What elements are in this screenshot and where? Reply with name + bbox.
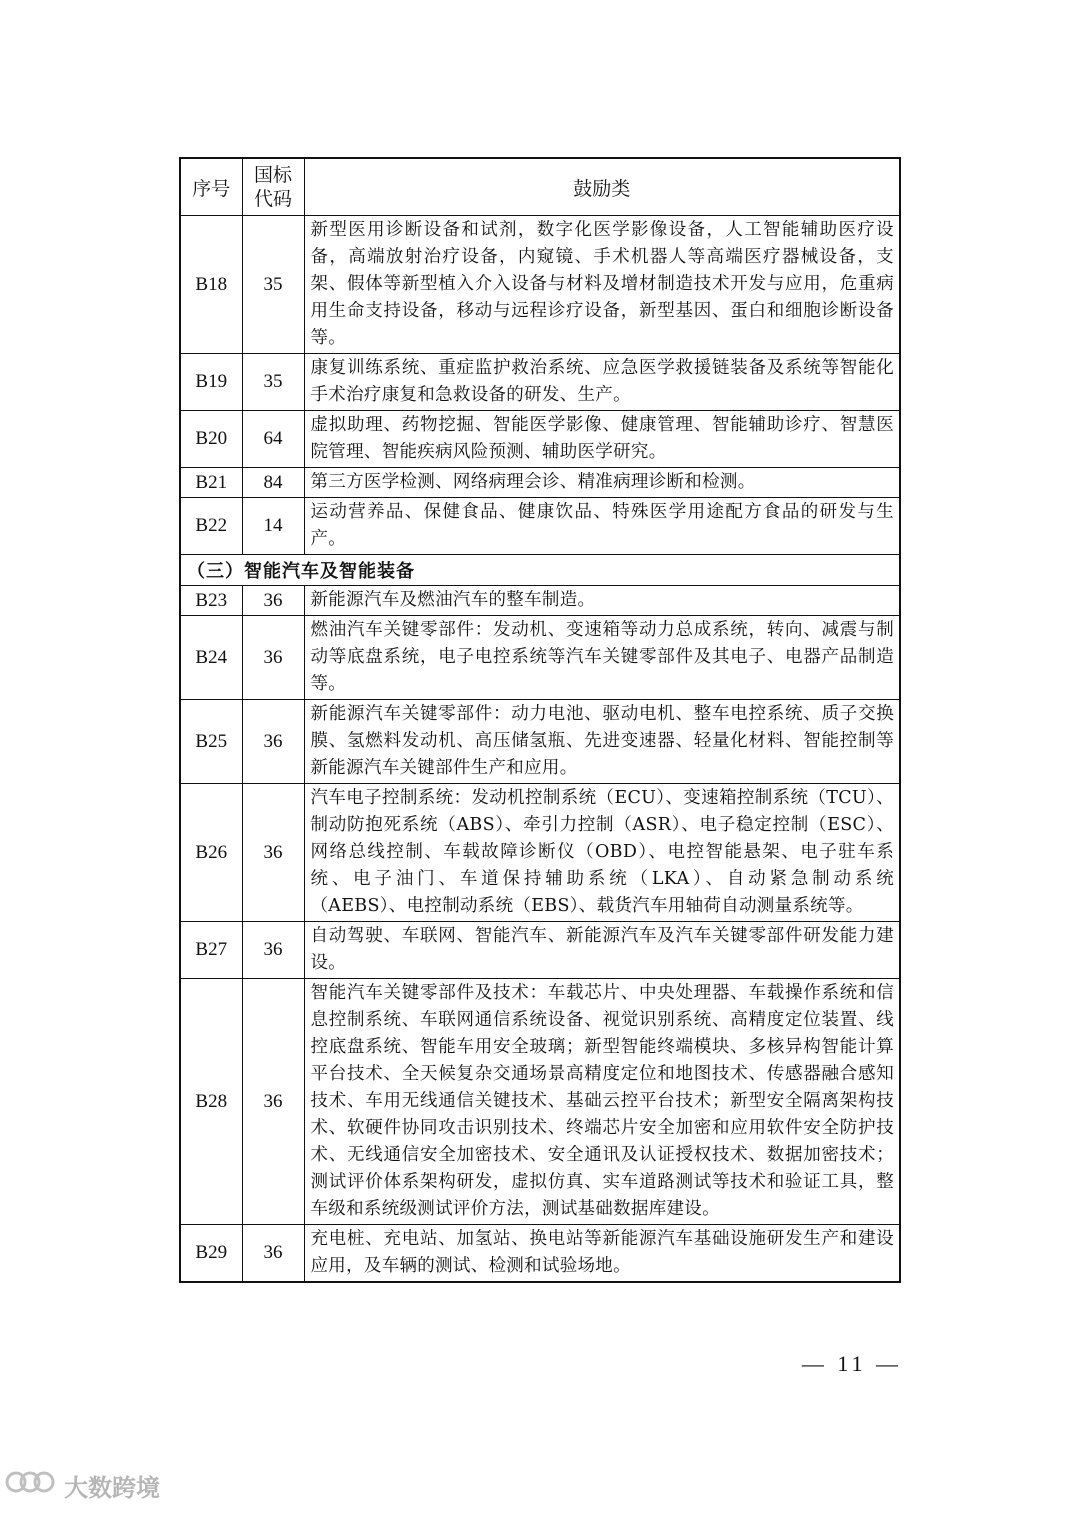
row-text: 充电桩、充电站、加氢站、换电站等新能源汽车基础设施研发生产和建设应用，及车辆的测试、检测和试验场地。 xyxy=(304,1225,900,1283)
row-id: B25 xyxy=(180,700,242,784)
row-id: B24 xyxy=(180,616,242,700)
table-row xyxy=(180,922,900,979)
watermark-text: 大数跨境 xyxy=(64,1473,160,1502)
table-row xyxy=(180,586,900,616)
section-row xyxy=(180,555,900,586)
table-row xyxy=(180,1225,900,1283)
row-code: 36 xyxy=(242,979,304,1225)
row-id: B18 xyxy=(180,216,242,354)
row-text: 新型医用诊断设备和试剂，数字化医学影像设备，人工智能辅助医疗设备，高端放射治疗设备，内窥镜、手术机器人等高端医疗器械设备，支架、假体等新型植入介入设备与材料及增材制造技术开发与应用，危重病用生命支持设备，移动与远程诊疗设备，新型基因、蛋白和细胞诊断设备等。 xyxy=(304,216,900,354)
row-text: 智能汽车关键零部件及技术：车载芯片、中央处理器、车载操作系统和信息控制系统、车联网通信系统设备、视觉识别系统、高精度定位装置、线控底盘系统、智能车用安全玻璃；新型智能终端模块、多核异构智能计算平台技术、全天候复杂交通场景高精度定位和地图技术、传感器融合感知技术、车用无线通信关键技术、基础云控平台技术；新型安全隔离架构技术、软硬件协同攻击识别技术、终端芯片安全加密和应用软件安全防护技术、无线通信安全加密技术、安全通讯及认证授权技术、数据加密技术；测试评价体系架构研发，虚拟仿真、实车道路测试等技术和验证工具，整车级和系统级测试评价方法，测试基础数据库建设。 xyxy=(304,979,900,1225)
header-desc: 鼓励类 xyxy=(304,158,900,216)
row-text: 康复训练系统、重症监护救治系统、应急医学救援链装备及系统等智能化手术治疗康复和急救设备的研发、生产。 xyxy=(304,354,900,411)
row-id: B19 xyxy=(180,354,242,411)
row-code: 36 xyxy=(242,586,304,616)
table-row xyxy=(180,700,900,784)
row-id: B28 xyxy=(180,979,242,1225)
table-row xyxy=(180,468,900,498)
row-id: B20 xyxy=(180,411,242,468)
row-code: 36 xyxy=(242,922,304,979)
table-row xyxy=(180,498,900,555)
table-row xyxy=(180,411,900,468)
row-code: 36 xyxy=(242,1225,304,1283)
table-row xyxy=(180,979,900,1225)
row-code: 35 xyxy=(242,216,304,354)
page-number: — 11 — xyxy=(801,1351,902,1376)
policy-table xyxy=(179,157,901,1283)
logo-icon xyxy=(4,1467,60,1503)
table-row xyxy=(180,216,900,354)
row-text: 新能源汽车关键零部件：动力电池、驱动电机、整车电控系统、质子交换膜、氢燃料发动机、高压储氢瓶、先进变速器、轻量化材料、智能控制等新能源汽车关键部件生产和应用。 xyxy=(304,700,900,784)
section-title: （三）智能汽车及智能装备 xyxy=(180,555,900,586)
row-id: B23 xyxy=(180,586,242,616)
row-code: 35 xyxy=(242,354,304,411)
watermark xyxy=(4,1467,160,1503)
row-code: 84 xyxy=(242,468,304,498)
row-id: B22 xyxy=(180,498,242,555)
row-text: 运动营养品、保健食品、健康饮品、特殊医学用途配方食品的研发与生产。 xyxy=(304,498,900,555)
header-code-line2: 代码 xyxy=(253,188,292,210)
table-header-row xyxy=(180,158,900,216)
row-code: 36 xyxy=(242,700,304,784)
header-code-line1: 国标 xyxy=(253,164,292,186)
row-id: B29 xyxy=(180,1225,242,1283)
row-text: 虚拟助理、药物挖掘、智能医学影像、健康管理、智能辅助诊疗、智慧医院管理、智能疾病风险预测、辅助医学研究。 xyxy=(304,411,900,468)
row-code: 36 xyxy=(242,616,304,700)
row-code: 64 xyxy=(242,411,304,468)
row-code: 36 xyxy=(242,784,304,922)
table-row xyxy=(180,354,900,411)
row-text: 新能源汽车及燃油汽车的整车制造。 xyxy=(304,586,900,616)
table-row xyxy=(180,616,900,700)
header-code xyxy=(242,158,304,216)
row-text: 燃油汽车关键零部件：发动机、变速箱等动力总成系统，转向、减震与制动等底盘系统，电子电控系统等汽车关键零部件及其电子、电器产品制造等。 xyxy=(304,616,900,700)
row-text: 自动驾驶、车联网、智能汽车、新能源汽车及汽车关键零部件研发能力建设。 xyxy=(304,922,900,979)
row-code: 14 xyxy=(242,498,304,555)
row-id: B27 xyxy=(180,922,242,979)
row-id: B21 xyxy=(180,468,242,498)
header-id: 序号 xyxy=(180,158,242,216)
row-text: 汽车电子控制系统：发动机控制系统（ECU）、变速箱控制系统（TCU）、制动防抱死系统（ABS）、牵引力控制（ASR）、电子稳定控制（ESC）、网络总线控制、车载故障诊断仪（OBD）、电控智能悬架、电子驻车系统、电子油门、车道保持辅助系统（LKA）、自动紧急制动系统（AEBS）、电控制动系统（EBS）、载货汽车用轴荷自动测量系统等。 xyxy=(304,784,900,922)
row-text: 第三方医学检测、网络病理会诊、精准病理诊断和检测。 xyxy=(304,468,900,498)
row-id: B26 xyxy=(180,784,242,922)
table-row xyxy=(180,784,900,922)
